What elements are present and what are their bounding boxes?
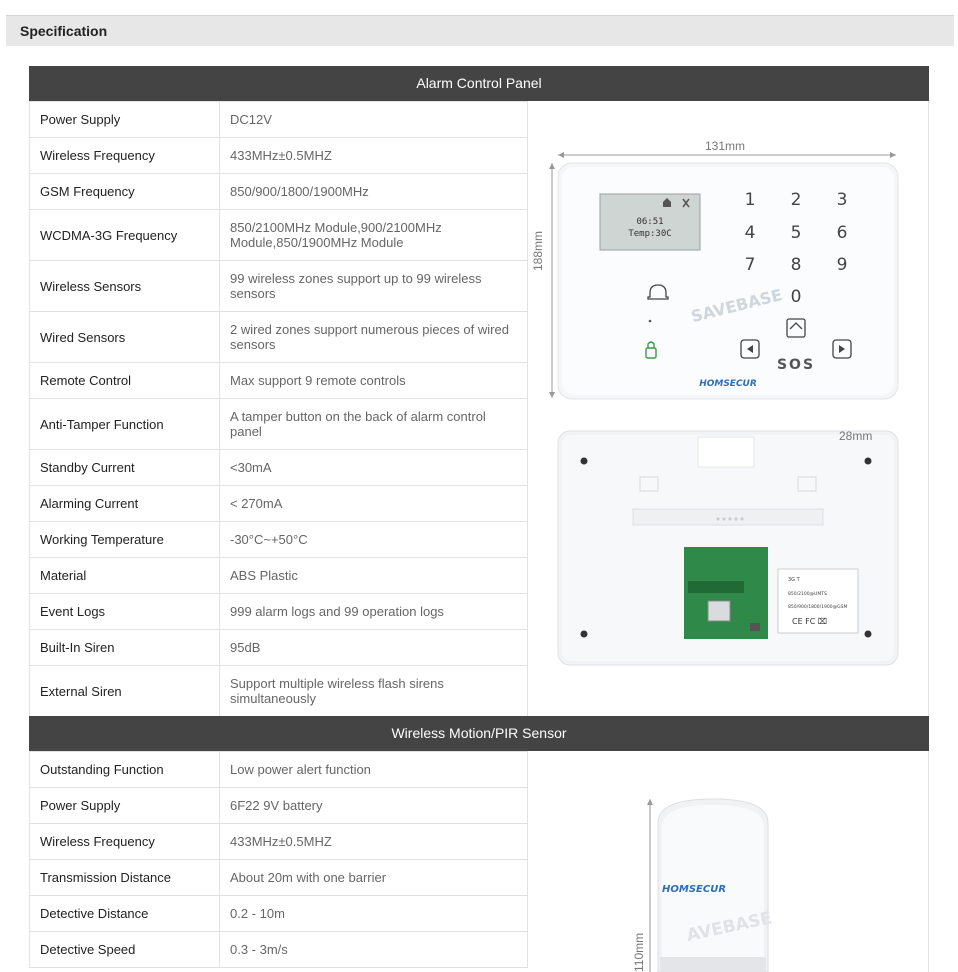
spec-value: 6F22 9V battery (220, 788, 528, 824)
spec-row (30, 666, 528, 717)
spec-row (30, 630, 528, 666)
spec-value: 850/2100MHz Module,900/2100MHz Module,850/1900MHz Module (220, 210, 528, 261)
keypad-key: 2 (790, 190, 802, 210)
spec-label: Transmission Distance (30, 860, 220, 896)
spec-label: Remote Control (30, 363, 220, 399)
spec-value: 999 alarm logs and 99 operation logs (220, 594, 528, 630)
spec-row (30, 102, 528, 138)
keypad-key: 6 (836, 223, 848, 243)
spec-value: 433MHz±0.5MHZ (220, 138, 528, 174)
height-dimension: 188mm (531, 230, 545, 271)
spec-value: Low power alert function (220, 752, 528, 788)
pir-height-dimension: 110mm (632, 932, 646, 972)
spec-row (30, 932, 528, 968)
spec-value: 99 wireless zones support up to 99 wireless sensors (220, 261, 528, 312)
spec-row (30, 261, 528, 312)
spec-row (30, 824, 528, 860)
spec-label: Wireless Sensors (30, 261, 220, 312)
spec-value: About 20m with one barrier (220, 860, 528, 896)
spec-row (30, 860, 528, 896)
spec-value: 2 wired zones support numerous pieces of wired sensors (220, 312, 528, 363)
spec-row (30, 558, 528, 594)
spec-value: 0.2 - 10m (220, 896, 528, 932)
spec-label: Wired Sensors (30, 312, 220, 363)
spec-value: -30°C~+50°C (220, 522, 528, 558)
alarm-panel-illustration (528, 101, 929, 716)
spec-label: Standby Current (30, 450, 220, 486)
spec-row (30, 174, 528, 210)
spec-label: Detective Distance (30, 896, 220, 932)
spec-label: External Siren (30, 666, 220, 717)
spec-value: 433MHz±0.5MHZ (220, 824, 528, 860)
spec-row (30, 486, 528, 522)
watermark: SAVEBASE (689, 285, 785, 327)
spec-label: Power Supply (30, 788, 220, 824)
lcd-time: 06:51 (636, 217, 664, 227)
keypad-key: 9 (836, 255, 848, 275)
pir-sensor-image (528, 751, 929, 972)
spec-row (30, 138, 528, 174)
svg-text:CE FC ⌧: CE FC ⌧ (792, 617, 828, 626)
label-line2: 850/2100@UMTS (788, 592, 827, 597)
spec-value: DC12V (220, 102, 528, 138)
width-dimension: 131mm (705, 139, 746, 153)
spec-label: Alarming Current (30, 486, 220, 522)
spec-row (30, 312, 528, 363)
spec-row (30, 788, 528, 824)
spec-value: Max support 9 remote controls (220, 363, 528, 399)
spec-label: Material (30, 558, 220, 594)
spec-label: Working Temperature (30, 522, 220, 558)
spec-value: <30mA (220, 450, 528, 486)
spec-row (30, 752, 528, 788)
spec-label: Power Supply (30, 102, 220, 138)
spec-row (30, 594, 528, 630)
spec-value: 0.3 - 3m/s (220, 932, 528, 968)
spec-value: 850/900/1800/1900MHz (220, 174, 528, 210)
depth-dimension: 28mm (839, 429, 873, 443)
keypad-key: 7 (744, 255, 756, 275)
label-line3: 850/900/1800/1900@GSM (788, 605, 848, 610)
spec-value: 95dB (220, 630, 528, 666)
label-line1: 3G T (788, 577, 800, 583)
spec-label: Wireless Frequency (30, 824, 220, 860)
spec-label: Built-In Siren (30, 630, 220, 666)
spec-row (30, 522, 528, 558)
section-header-pir-sensor: Wireless Motion/PIR Sensor (29, 716, 929, 751)
pir-sensor-spec-table (29, 751, 528, 968)
keypad-key: 8 (790, 255, 802, 275)
specification-heading: Specification (6, 15, 954, 46)
keypad-key: 5 (790, 223, 802, 243)
section-header-alarm-panel: Alarm Control Panel (29, 66, 929, 101)
spec-label: Anti-Tamper Function (30, 399, 220, 450)
pir-watermark: AVEBASE (684, 908, 774, 946)
spec-label: Outstanding Function (30, 752, 220, 788)
keypad-key: 1 (744, 190, 756, 210)
spec-row (30, 450, 528, 486)
spec-label: GSM Frequency (30, 174, 220, 210)
spec-value: < 270mA (220, 486, 528, 522)
keypad-key: 0 (790, 287, 802, 307)
alarm-panel-image (528, 101, 929, 716)
spec-label: Wireless Frequency (30, 138, 220, 174)
spec-value: A tamper button on the back of alarm control panel (220, 399, 528, 450)
keypad-key: 4 (744, 223, 756, 243)
spec-row (30, 363, 528, 399)
spec-label: WCDMA-3G Frequency (30, 210, 220, 261)
keypad-key: 3 (836, 190, 848, 210)
spec-value: Support multiple wireless flash sirens simultaneously (220, 666, 528, 717)
pir-brand: HOMSECUR (662, 884, 727, 895)
spec-label: Detective Speed (30, 932, 220, 968)
spec-value: ABS Plastic (220, 558, 528, 594)
spec-row (30, 210, 528, 261)
alarm-panel-spec-table (29, 101, 528, 717)
panel-brand: HOMSECUR (699, 379, 757, 389)
spec-row (30, 896, 528, 932)
pir-sensor-illustration (528, 751, 929, 972)
spec-label: Event Logs (30, 594, 220, 630)
sos-key: SOS (776, 357, 816, 373)
lcd-temp: Temp:30C (628, 229, 672, 239)
spec-row (30, 399, 528, 450)
